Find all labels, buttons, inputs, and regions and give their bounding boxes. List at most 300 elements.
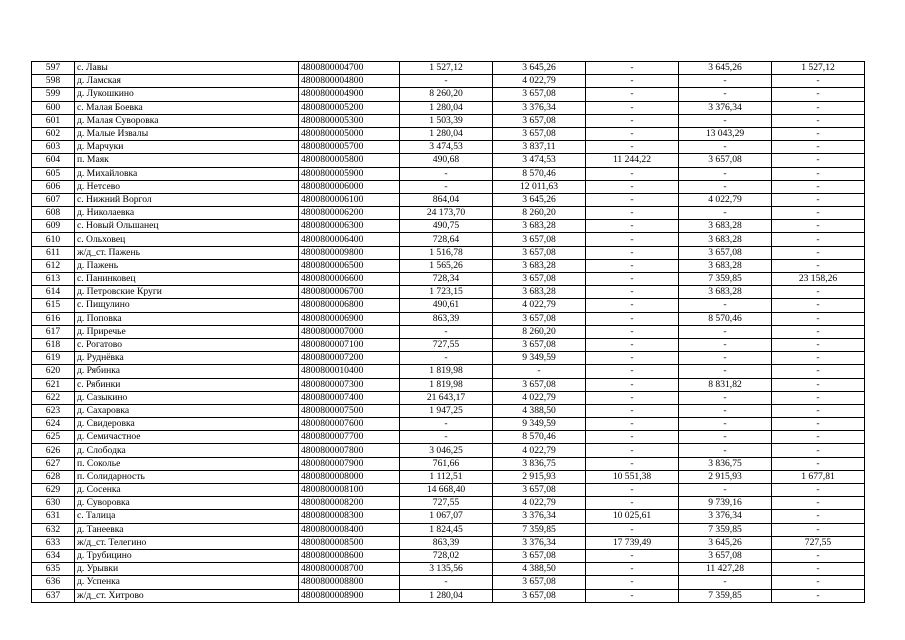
value-col-5: - xyxy=(772,365,865,378)
settlement-code: 4800800006700 xyxy=(299,286,400,299)
settlement-code: 4800800006800 xyxy=(299,299,400,312)
settlement-name: с. Малая Боевка xyxy=(75,101,299,114)
value-col-2: 4 388,50 xyxy=(493,404,586,417)
value-col-5: - xyxy=(772,101,865,114)
table-row xyxy=(32,154,865,167)
value-col-5: - xyxy=(772,589,865,602)
row-number: 630 xyxy=(32,497,75,510)
value-col-3: - xyxy=(586,286,679,299)
value-col-1: 3 135,56 xyxy=(400,563,493,576)
value-col-5: - xyxy=(772,193,865,206)
table-row xyxy=(32,259,865,272)
table-row xyxy=(32,193,865,206)
value-col-1: 1 527,12 xyxy=(400,62,493,75)
value-col-3: - xyxy=(586,457,679,470)
table-row xyxy=(32,273,865,286)
value-col-2: 7 359,85 xyxy=(493,523,586,536)
value-col-4: - xyxy=(679,404,772,417)
settlement-name: д. Слободка xyxy=(75,444,299,457)
value-col-5: - xyxy=(772,127,865,140)
settlement-name: д. Нетсево xyxy=(75,180,299,193)
value-col-3: - xyxy=(586,101,679,114)
value-col-5: - xyxy=(772,325,865,338)
value-col-3: 17 739,49 xyxy=(586,536,679,549)
row-number: 619 xyxy=(32,352,75,365)
row-number: 634 xyxy=(32,549,75,562)
value-col-3: - xyxy=(586,325,679,338)
value-col-3: - xyxy=(586,523,679,536)
value-col-3: - xyxy=(586,88,679,101)
value-col-2: 3 657,08 xyxy=(493,338,586,351)
value-col-3: - xyxy=(586,62,679,75)
value-col-1: 727,55 xyxy=(400,497,493,510)
value-col-2: 12 011,63 xyxy=(493,180,586,193)
value-col-4: 11 427,28 xyxy=(679,563,772,576)
value-col-1: 8 260,20 xyxy=(400,88,493,101)
value-col-1: 727,55 xyxy=(400,338,493,351)
value-col-2: 3 657,08 xyxy=(493,576,586,589)
settlement-code: 4800800008200 xyxy=(299,497,400,510)
value-col-5: - xyxy=(772,484,865,497)
value-col-2: 3 657,08 xyxy=(493,549,586,562)
value-col-5: - xyxy=(772,299,865,312)
value-col-2: 4 022,79 xyxy=(493,391,586,404)
row-number: 637 xyxy=(32,589,75,602)
value-col-2: 3 645,26 xyxy=(493,193,586,206)
value-col-4: 3 376,34 xyxy=(679,510,772,523)
table-row xyxy=(32,523,865,536)
table-row xyxy=(32,220,865,233)
row-number: 636 xyxy=(32,576,75,589)
settlement-code: 4800800005700 xyxy=(299,141,400,154)
value-col-1: 21 643,17 xyxy=(400,391,493,404)
value-col-3: - xyxy=(586,378,679,391)
settlement-code: 4800800007700 xyxy=(299,431,400,444)
settlement-code: 4800800006200 xyxy=(299,207,400,220)
table-row xyxy=(32,299,865,312)
value-col-2: 9 349,59 xyxy=(493,352,586,365)
value-col-1: 863,39 xyxy=(400,312,493,325)
value-col-5: - xyxy=(772,378,865,391)
value-col-3: - xyxy=(586,404,679,417)
value-col-4: 3 683,28 xyxy=(679,220,772,233)
value-col-1: - xyxy=(400,75,493,88)
table-row xyxy=(32,497,865,510)
value-col-1: 3 474,53 xyxy=(400,141,493,154)
value-col-4: 7 359,85 xyxy=(679,273,772,286)
value-col-3: - xyxy=(586,180,679,193)
value-col-1: 1 503,39 xyxy=(400,114,493,127)
value-col-4: 3 836,75 xyxy=(679,457,772,470)
value-col-3: - xyxy=(586,352,679,365)
value-col-3: - xyxy=(586,193,679,206)
value-col-2: 8 260,20 xyxy=(493,325,586,338)
settlement-name: д. Танеевка xyxy=(75,523,299,536)
table-row xyxy=(32,167,865,180)
value-col-4: 3 376,34 xyxy=(679,101,772,114)
value-col-1: 490,75 xyxy=(400,220,493,233)
row-number: 625 xyxy=(32,431,75,444)
table-row xyxy=(32,75,865,88)
value-col-5: 1 677,81 xyxy=(772,470,865,483)
value-col-5: - xyxy=(772,233,865,246)
value-col-2: 3 657,08 xyxy=(493,233,586,246)
value-col-2: 3 657,08 xyxy=(493,312,586,325)
table-row xyxy=(32,62,865,75)
settlement-name: с. Рогатово xyxy=(75,338,299,351)
value-col-4: 3 683,28 xyxy=(679,233,772,246)
value-col-5: - xyxy=(772,154,865,167)
value-col-3: - xyxy=(586,141,679,154)
value-col-1: 1 819,98 xyxy=(400,378,493,391)
settlement-name: д. Успенка xyxy=(75,576,299,589)
table-body xyxy=(32,62,865,603)
value-col-2: 8 260,20 xyxy=(493,207,586,220)
row-number: 612 xyxy=(32,259,75,272)
row-number: 633 xyxy=(32,536,75,549)
value-col-4: 4 022,79 xyxy=(679,193,772,206)
value-col-3: - xyxy=(586,576,679,589)
settlement-name: ж/д_ст. Хитрово xyxy=(75,589,299,602)
value-col-5: - xyxy=(772,431,865,444)
value-col-4: 13 043,29 xyxy=(679,127,772,140)
value-col-3: - xyxy=(586,563,679,576)
settlement-code: 4800800005000 xyxy=(299,127,400,140)
value-col-1: - xyxy=(400,180,493,193)
value-col-2: 3 837,11 xyxy=(493,141,586,154)
value-col-5: - xyxy=(772,312,865,325)
value-col-3: - xyxy=(586,167,679,180)
value-col-5: - xyxy=(772,444,865,457)
value-col-4: 3 645,26 xyxy=(679,62,772,75)
value-col-4: - xyxy=(679,167,772,180)
row-number: 631 xyxy=(32,510,75,523)
value-col-1: - xyxy=(400,431,493,444)
value-col-1: 761,66 xyxy=(400,457,493,470)
settlement-code: 4800800010400 xyxy=(299,365,400,378)
value-col-2: 3 683,28 xyxy=(493,286,586,299)
table-row xyxy=(32,246,865,259)
settlement-name: д. Приречье xyxy=(75,325,299,338)
value-col-1: 863,39 xyxy=(400,536,493,549)
spreadsheet-page xyxy=(31,61,865,603)
value-col-4: - xyxy=(679,365,772,378)
table-row xyxy=(32,286,865,299)
settlement-name: с. Панинковец xyxy=(75,273,299,286)
row-number: 601 xyxy=(32,114,75,127)
value-col-1: 1 067,07 xyxy=(400,510,493,523)
value-col-3: - xyxy=(586,273,679,286)
value-col-4: 3 683,28 xyxy=(679,286,772,299)
value-col-2: 3 376,34 xyxy=(493,101,586,114)
value-col-4: 3 645,26 xyxy=(679,536,772,549)
row-number: 609 xyxy=(32,220,75,233)
value-col-2: 3 376,34 xyxy=(493,510,586,523)
value-col-4: - xyxy=(679,431,772,444)
value-col-2: 3 683,28 xyxy=(493,259,586,272)
settlement-name: с. Нижний Воргол xyxy=(75,193,299,206)
value-col-5: - xyxy=(772,391,865,404)
settlement-name: с. Ольховец xyxy=(75,233,299,246)
settlement-code: 4800800008800 xyxy=(299,576,400,589)
settlement-name: д. Михайловка xyxy=(75,167,299,180)
row-number: 627 xyxy=(32,457,75,470)
value-col-1: - xyxy=(400,352,493,365)
value-col-4: 3 657,08 xyxy=(679,246,772,259)
value-col-1: - xyxy=(400,325,493,338)
value-col-4: - xyxy=(679,299,772,312)
row-number: 614 xyxy=(32,286,75,299)
settlement-code: 4800800007600 xyxy=(299,418,400,431)
settlement-code: 4800800005300 xyxy=(299,114,400,127)
settlement-code: 4800800007500 xyxy=(299,404,400,417)
settlement-code: 4800800008000 xyxy=(299,470,400,483)
row-number: 608 xyxy=(32,207,75,220)
value-col-5: - xyxy=(772,576,865,589)
row-number: 611 xyxy=(32,246,75,259)
value-col-5: - xyxy=(772,88,865,101)
settlement-name: д. Сазыкино xyxy=(75,391,299,404)
table-row xyxy=(32,127,865,140)
settlement-name: д. Малые Извалы xyxy=(75,127,299,140)
value-col-2: 3 683,28 xyxy=(493,220,586,233)
settlement-name: с. Талица xyxy=(75,510,299,523)
table-row xyxy=(32,207,865,220)
value-col-5: - xyxy=(772,510,865,523)
row-number: 629 xyxy=(32,484,75,497)
table-row xyxy=(32,549,865,562)
settlement-code: 4800800007900 xyxy=(299,457,400,470)
value-col-1: - xyxy=(400,167,493,180)
settlement-code: 4800800007000 xyxy=(299,325,400,338)
row-number: 616 xyxy=(32,312,75,325)
table-row xyxy=(32,365,865,378)
value-col-2: 4 388,50 xyxy=(493,563,586,576)
value-col-4: 8 570,46 xyxy=(679,312,772,325)
value-col-2: 3 657,08 xyxy=(493,273,586,286)
row-number: 599 xyxy=(32,88,75,101)
value-col-2: 3 645,26 xyxy=(493,62,586,75)
table-row xyxy=(32,457,865,470)
settlement-name: д. Рябинка xyxy=(75,365,299,378)
value-col-2: - xyxy=(493,365,586,378)
settlement-name: д. Урывки xyxy=(75,563,299,576)
table-row xyxy=(32,589,865,602)
row-number: 622 xyxy=(32,391,75,404)
value-col-5: - xyxy=(772,246,865,259)
row-number: 621 xyxy=(32,378,75,391)
row-number: 613 xyxy=(32,273,75,286)
settlement-name: д. Поповка xyxy=(75,312,299,325)
value-col-1: 1 723,15 xyxy=(400,286,493,299)
settlement-name: с. Пищулино xyxy=(75,299,299,312)
value-col-3: 10 025,61 xyxy=(586,510,679,523)
value-col-2: 8 570,46 xyxy=(493,431,586,444)
value-col-4: - xyxy=(679,484,772,497)
value-col-1: 728,64 xyxy=(400,233,493,246)
value-col-3: - xyxy=(586,299,679,312)
row-number: 624 xyxy=(32,418,75,431)
value-col-3: - xyxy=(586,431,679,444)
row-number: 632 xyxy=(32,523,75,536)
value-col-2: 4 022,79 xyxy=(493,444,586,457)
settlement-code: 4800800008400 xyxy=(299,523,400,536)
row-number: 603 xyxy=(32,141,75,154)
value-col-5: - xyxy=(772,457,865,470)
value-col-2: 3 657,08 xyxy=(493,246,586,259)
value-col-2: 4 022,79 xyxy=(493,75,586,88)
value-col-3: - xyxy=(586,391,679,404)
settlement-name: ж/д_ст. Пажень xyxy=(75,246,299,259)
settlement-code: 4800800008700 xyxy=(299,563,400,576)
row-number: 615 xyxy=(32,299,75,312)
value-col-2: 3 474,53 xyxy=(493,154,586,167)
value-col-3: - xyxy=(586,589,679,602)
settlement-name: с. Лавы xyxy=(75,62,299,75)
row-number: 618 xyxy=(32,338,75,351)
value-col-1: 1 947,25 xyxy=(400,404,493,417)
value-col-2: 3 657,08 xyxy=(493,127,586,140)
value-col-5: - xyxy=(772,286,865,299)
row-number: 605 xyxy=(32,167,75,180)
row-number: 597 xyxy=(32,62,75,75)
row-number: 626 xyxy=(32,444,75,457)
settlement-code: 4800800009800 xyxy=(299,246,400,259)
settlement-code: 4800800006500 xyxy=(299,259,400,272)
settlement-name: д. Марчуки xyxy=(75,141,299,154)
table-row xyxy=(32,418,865,431)
settlement-name: п. Маяк xyxy=(75,154,299,167)
settlement-name: д. Суворовка xyxy=(75,497,299,510)
table-row xyxy=(32,378,865,391)
settlement-name: ж/д_ст. Телегино xyxy=(75,536,299,549)
table-row xyxy=(32,431,865,444)
value-col-4: - xyxy=(679,141,772,154)
value-col-1: 1 280,04 xyxy=(400,101,493,114)
row-number: 602 xyxy=(32,127,75,140)
value-col-2: 3 376,34 xyxy=(493,536,586,549)
value-col-1: 1 824,45 xyxy=(400,523,493,536)
table-row xyxy=(32,563,865,576)
row-number: 610 xyxy=(32,233,75,246)
value-col-2: 3 657,08 xyxy=(493,88,586,101)
value-col-5: - xyxy=(772,523,865,536)
settlement-code: 4800800006300 xyxy=(299,220,400,233)
value-col-1: - xyxy=(400,418,493,431)
settlement-code: 4800800008600 xyxy=(299,549,400,562)
table-row xyxy=(32,391,865,404)
settlement-code: 4800800005200 xyxy=(299,101,400,114)
value-col-2: 3 657,08 xyxy=(493,589,586,602)
value-col-5: 23 158,26 xyxy=(772,273,865,286)
value-col-1: 864,04 xyxy=(400,193,493,206)
value-col-1: 24 173,70 xyxy=(400,207,493,220)
value-col-4: 7 359,85 xyxy=(679,523,772,536)
value-col-2: 3 836,75 xyxy=(493,457,586,470)
settlement-code: 4800800004900 xyxy=(299,88,400,101)
row-number: 606 xyxy=(32,180,75,193)
value-col-1: 1 819,98 xyxy=(400,365,493,378)
table-row xyxy=(32,444,865,457)
row-number: 607 xyxy=(32,193,75,206)
table-row xyxy=(32,325,865,338)
value-col-5: - xyxy=(772,167,865,180)
value-col-3: - xyxy=(586,338,679,351)
value-col-5: - xyxy=(772,141,865,154)
value-col-2: 3 657,08 xyxy=(493,114,586,127)
value-col-2: 4 022,79 xyxy=(493,299,586,312)
value-col-1: 728,02 xyxy=(400,549,493,562)
value-col-4: - xyxy=(679,418,772,431)
value-col-3: - xyxy=(586,127,679,140)
settlement-code: 4800800006400 xyxy=(299,233,400,246)
settlement-code: 4800800008500 xyxy=(299,536,400,549)
row-number: 628 xyxy=(32,470,75,483)
value-col-3: - xyxy=(586,549,679,562)
settlement-code: 4800800006900 xyxy=(299,312,400,325)
table-row xyxy=(32,338,865,351)
row-number: 635 xyxy=(32,563,75,576)
value-col-5: - xyxy=(772,497,865,510)
value-col-3: - xyxy=(586,312,679,325)
settlement-name: с. Рябинки xyxy=(75,378,299,391)
value-col-1: 14 668,40 xyxy=(400,484,493,497)
value-col-4: - xyxy=(679,391,772,404)
table-row xyxy=(32,141,865,154)
value-col-4: 3 657,08 xyxy=(679,154,772,167)
value-col-4: - xyxy=(679,180,772,193)
row-number: 617 xyxy=(32,325,75,338)
value-col-4: - xyxy=(679,352,772,365)
value-col-1: 1 516,78 xyxy=(400,246,493,259)
settlement-code: 4800800007200 xyxy=(299,352,400,365)
settlement-name: д. Петровские Круги xyxy=(75,286,299,299)
value-col-5: - xyxy=(772,338,865,351)
value-col-4: - xyxy=(679,88,772,101)
value-col-4: 9 739,16 xyxy=(679,497,772,510)
table-row xyxy=(32,510,865,523)
table-row xyxy=(32,180,865,193)
value-col-5: - xyxy=(772,207,865,220)
table-row xyxy=(32,536,865,549)
settlement-code: 4800800008900 xyxy=(299,589,400,602)
value-col-3: - xyxy=(586,220,679,233)
value-col-3: - xyxy=(586,444,679,457)
value-col-3: - xyxy=(586,246,679,259)
settlement-name: д. Малая Суворовка xyxy=(75,114,299,127)
value-col-2: 3 657,08 xyxy=(493,484,586,497)
value-col-4: 3 683,28 xyxy=(679,259,772,272)
settlement-code: 4800800004700 xyxy=(299,62,400,75)
table-row xyxy=(32,470,865,483)
value-col-2: 4 022,79 xyxy=(493,497,586,510)
row-number: 623 xyxy=(32,404,75,417)
value-col-4: 2 915,93 xyxy=(679,470,772,483)
settlement-name: д. Пажень xyxy=(75,259,299,272)
value-col-5: - xyxy=(772,404,865,417)
value-col-4: 3 657,08 xyxy=(679,549,772,562)
value-col-1: 1 112,51 xyxy=(400,470,493,483)
settlement-code: 4800800004800 xyxy=(299,75,400,88)
value-col-4: - xyxy=(679,75,772,88)
value-col-4: 8 831,82 xyxy=(679,378,772,391)
data-table xyxy=(31,61,865,603)
settlement-name: с. Новый Ольшанец xyxy=(75,220,299,233)
value-col-3: - xyxy=(586,497,679,510)
settlement-code: 4800800005800 xyxy=(299,154,400,167)
row-number: 598 xyxy=(32,75,75,88)
settlement-code: 4800800006000 xyxy=(299,180,400,193)
